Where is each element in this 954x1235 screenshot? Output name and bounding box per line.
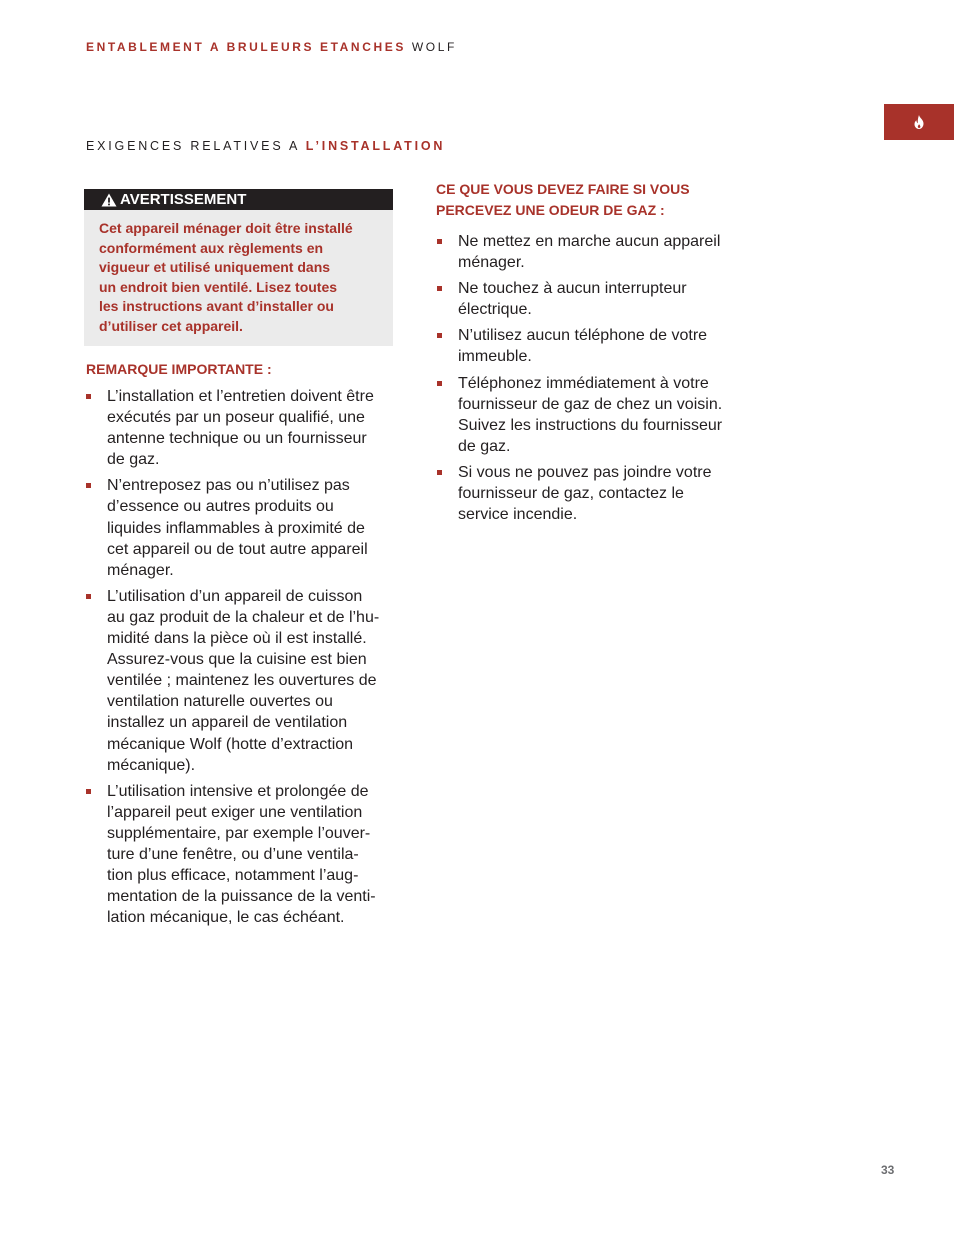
list-item — [85, 475, 415, 580]
page-number: 33 — [881, 1163, 895, 1177]
odeur-heading-line: CE QUE VOUS DEVEZ FAIRE SI VOUS — [436, 181, 690, 197]
bullet-icon — [437, 286, 442, 291]
section-title-highlight: L’INSTALLATION — [305, 139, 446, 153]
running-header — [86, 40, 457, 54]
list-item-line: lation mécanique, le cas échéant. — [107, 909, 345, 927]
odeur-list — [436, 231, 766, 530]
list-item-line: installez un appareil de ventilation — [107, 714, 348, 732]
list-item-line: au gaz produit de la chaleur et de l’hu- — [107, 608, 380, 626]
list-item-line: électrique. — [458, 301, 532, 319]
warning-line: vigueur et utilisé uniquement dans — [99, 259, 331, 276]
bullet-icon — [86, 394, 91, 399]
list-item-line: service incendie. — [458, 506, 578, 524]
list-item-line: L’utilisation intensive et prolongée de — [107, 782, 369, 800]
bullet-icon — [437, 333, 442, 338]
warning-line: d’utiliser cet appareil. — [99, 317, 243, 334]
list-item-line: Ne touchez à aucun interrupteur — [458, 280, 687, 298]
list-item-line: N’entreposez pas ou n’utilisez pas — [107, 477, 350, 495]
list-item-line: Si vous ne pouvez pas joindre votre — [458, 463, 712, 481]
list-item-line: liquides inflammables à proximité de — [107, 519, 365, 537]
bullet-icon — [86, 789, 91, 794]
odeur-heading — [436, 179, 690, 221]
list-item-line: ventilation naturelle ouvertes ou — [107, 693, 333, 711]
list-item-line: mécanique Wolf (hotte d’extraction — [107, 735, 354, 753]
section-title-prefix: EXIGENCES RELATIVES A — [86, 139, 300, 153]
list-item-line: Ne mettez en marche aucun appareil — [458, 233, 721, 250]
list-item-line: Suivez les instructions du fournisseur — [458, 416, 723, 434]
bullet-icon — [86, 594, 91, 599]
list-item-line: de gaz. — [458, 437, 511, 455]
bullet-icon — [437, 470, 442, 475]
warning-header — [84, 189, 393, 210]
list-item-line: N’utilisez aucun téléphone de votre — [458, 327, 708, 345]
section-tab — [884, 104, 954, 140]
list-item-line: mécanique). — [107, 756, 196, 774]
list-item-line: de gaz. — [107, 451, 160, 469]
warning-line: un endroit bien ventilé. Lisez toutes — [99, 278, 338, 295]
list-item-line: ménager. — [458, 254, 525, 272]
list-item — [436, 231, 766, 273]
list-item-line: immeuble. — [458, 348, 532, 366]
list-item-line: fournisseur de gaz, contactez le — [458, 485, 684, 503]
list-item — [436, 373, 766, 457]
list-item — [85, 386, 415, 470]
list-item-line: l’appareil peut exiger une ventilation — [107, 803, 363, 821]
list-item-line: mentation de la puissance de la venti- — [107, 888, 376, 906]
list-item-line: supplémentaire, par exemple l’ouver- — [107, 824, 371, 842]
header-brand: WOLF — [411, 40, 457, 54]
list-item-line: exécutés par un poseur qualifié, une — [107, 409, 365, 427]
header-title: ENTABLEMENT A BRULEURS ETANCHES — [86, 40, 406, 54]
list-item-line: midité dans la pièce où il est installé. — [107, 630, 367, 648]
list-item-line: L’installation et l’entretien doivent être — [107, 388, 374, 405]
list-item-line: antenne technique ou un fournisseur — [107, 430, 367, 448]
warning-label: AVERTISSEMENT — [120, 191, 247, 208]
bullet-icon — [437, 381, 442, 386]
odeur-heading-line: PERCEVEZ UNE ODEUR DE GAZ : — [436, 202, 665, 218]
warning-text — [84, 210, 393, 337]
warning-line: les instructions avant d’installer ou — [99, 298, 334, 315]
list-item-line: ventilée ; maintenez les ouvertures de — [107, 672, 377, 690]
bullet-icon — [437, 239, 442, 244]
list-item-line: ménager. — [107, 561, 174, 579]
list-item-line: Assurez-vous que la cuisine est bien — [107, 651, 367, 669]
warning-line: Cet appareil ménager doit être installé — [99, 220, 353, 236]
warning-line: conformément aux règlements en — [99, 239, 324, 256]
list-item — [436, 325, 766, 367]
section-title — [86, 139, 445, 153]
flame-icon — [913, 115, 925, 129]
list-item-line: tion plus efficace, notamment l’aug- — [107, 867, 359, 885]
list-item-line: d’essence ou autres produits ou — [107, 498, 334, 516]
list-item-line: cet appareil ou de tout autre appareil — [107, 540, 368, 558]
list-item-line: L’utilisation d’un appareil de cuisson — [107, 587, 363, 605]
list-item — [85, 781, 415, 929]
list-item-line: Téléphonez immédiatement à votre — [458, 374, 709, 392]
warning-box — [84, 189, 393, 346]
list-item-line: ture d’une fenêtre, ou d’une ventila- — [107, 845, 359, 863]
list-item — [436, 278, 766, 320]
remarque-list — [85, 386, 415, 933]
list-item-line: fournisseur de gaz de chez un voisin. — [458, 395, 723, 413]
list-item — [436, 462, 766, 525]
list-item — [85, 586, 415, 776]
remarque-heading: REMARQUE IMPORTANTE : — [86, 361, 272, 377]
warning-triangle-icon — [101, 193, 117, 207]
bullet-icon — [86, 483, 91, 488]
